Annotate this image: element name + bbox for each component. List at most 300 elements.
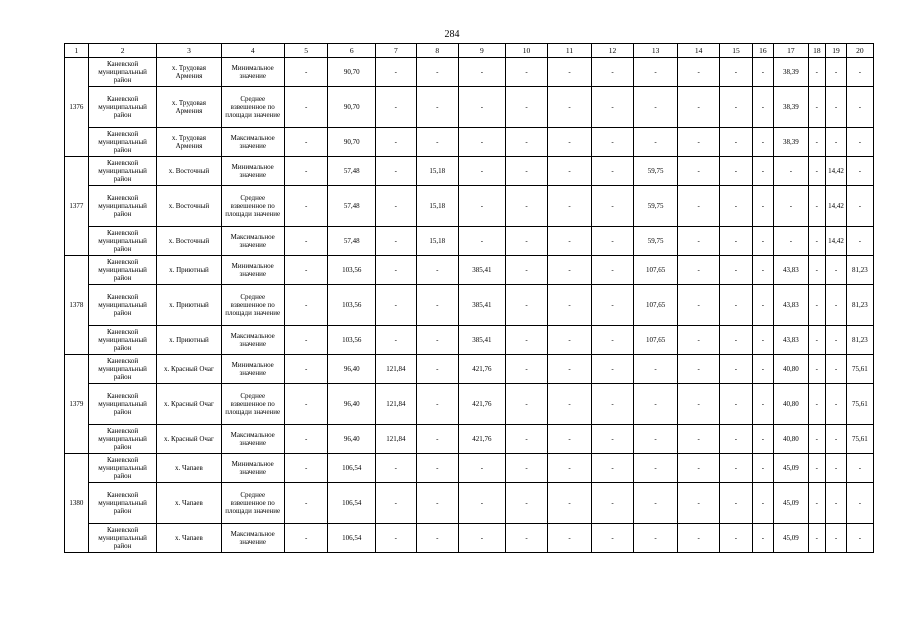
value-type-cell: Минимальное значение [221,355,284,384]
value-cell: - [720,256,752,285]
table-row [65,87,874,128]
value-type-cell: Минимальное значение [221,256,284,285]
value-cell: 107,65 [634,326,678,355]
value-cell: - [416,326,459,355]
district-cell: Каневской муниципальный район [88,384,156,425]
value-cell: - [677,256,720,285]
value-cell: 90,70 [328,58,376,87]
column-header: 2 [88,44,156,58]
column-header: 11 [548,44,592,58]
value-cell: - [720,454,752,483]
value-cell: 90,70 [328,87,376,128]
row-number-cell: 1376 [65,58,89,157]
column-header: 8 [416,44,459,58]
table-row [65,384,874,425]
value-cell: 103,56 [328,285,376,326]
value-cell: 59,75 [634,186,678,227]
column-header: 4 [221,44,284,58]
value-cell: - [459,483,506,524]
value-type-cell: Среднее взвешенное по площади значение [221,285,284,326]
value-cell: - [677,454,720,483]
value-cell: - [416,87,459,128]
value-cell: - [505,483,548,524]
value-cell: - [284,483,328,524]
value-cell: 59,75 [634,227,678,256]
value-cell: - [634,483,678,524]
value-type-cell: Максимальное значение [221,227,284,256]
value-cell: - [677,384,720,425]
value-cell: - [677,326,720,355]
value-cell: 96,40 [328,384,376,425]
value-cell: - [720,87,752,128]
value-cell: - [752,256,774,285]
value-cell: - [591,285,634,326]
value-cell: - [677,128,720,157]
value-cell: - [505,186,548,227]
value-cell: - [826,483,847,524]
page-number: 284 [444,29,460,40]
value-cell: - [284,326,328,355]
value-cell: - [808,128,826,157]
value-cell: 43,83 [774,326,808,355]
value-cell: 14,42 [826,157,847,186]
value-cell: - [634,355,678,384]
value-cell: - [752,227,774,256]
value-cell: 14,42 [826,186,847,227]
value-cell: 15,18 [416,157,459,186]
value-cell: - [752,483,774,524]
value-cell: - [376,454,416,483]
settlement-cell: х. Трудовая Армения [157,128,221,157]
value-cell: 81,23 [846,256,873,285]
value-cell: 59,75 [634,157,678,186]
table-row [65,355,874,384]
column-header: 1 [65,44,89,58]
value-cell: - [376,256,416,285]
value-cell: 57,48 [328,186,376,227]
column-header: 14 [677,44,720,58]
value-cell: - [826,425,847,454]
value-cell: 385,41 [459,256,506,285]
settlement-cell: х. Чапаев [157,524,221,553]
value-cell: - [416,454,459,483]
value-cell: - [846,87,873,128]
value-cell: - [826,384,847,425]
value-cell: - [808,227,826,256]
value-cell: 57,48 [328,227,376,256]
value-cell: - [752,454,774,483]
value-cell: - [720,186,752,227]
value-cell: - [591,58,634,87]
value-cell: - [677,524,720,553]
value-cell: - [677,285,720,326]
settlement-cell: х. Красный Очаг [157,384,221,425]
settlement-cell: х. Красный Очаг [157,425,221,454]
value-cell: - [720,483,752,524]
value-cell: 38,39 [774,128,808,157]
district-cell: Каневской муниципальный район [88,157,156,186]
value-cell: 96,40 [328,355,376,384]
value-cell: - [808,157,826,186]
value-cell: 43,83 [774,256,808,285]
district-cell: Каневской муниципальный район [88,186,156,227]
value-cell: - [505,87,548,128]
value-cell: - [284,454,328,483]
value-cell: - [720,227,752,256]
value-cell: - [459,128,506,157]
value-cell: - [752,384,774,425]
district-cell: Каневской муниципальный район [88,454,156,483]
value-cell: - [720,425,752,454]
value-cell: 45,09 [774,524,808,553]
value-cell: - [548,186,592,227]
value-cell: - [634,58,678,87]
value-cell: - [416,483,459,524]
value-cell: - [752,128,774,157]
table-body [65,58,874,553]
value-cell: 15,18 [416,186,459,227]
value-cell: - [505,256,548,285]
table-row [65,128,874,157]
value-cell: - [416,256,459,285]
value-cell: - [634,87,678,128]
value-cell: - [416,285,459,326]
value-cell: - [752,157,774,186]
value-cell: - [284,355,328,384]
row-number-cell: 1379 [65,355,89,454]
value-cell: - [376,524,416,553]
value-cell: 121,84 [376,355,416,384]
district-cell: Каневской муниципальный район [88,355,156,384]
value-cell: - [808,384,826,425]
value-cell: - [505,524,548,553]
value-cell: 14,42 [826,227,847,256]
value-cell: - [826,87,847,128]
value-cell: - [677,186,720,227]
value-type-cell: Минимальное значение [221,58,284,87]
value-cell: 38,39 [774,87,808,128]
column-header: 12 [591,44,634,58]
table-row [65,285,874,326]
value-cell: - [846,483,873,524]
value-cell: - [284,227,328,256]
value-cell: - [505,157,548,186]
value-cell: 385,41 [459,285,506,326]
value-cell: - [677,58,720,87]
value-cell: - [591,524,634,553]
value-cell: 106,54 [328,454,376,483]
value-cell: - [752,524,774,553]
value-cell: 106,54 [328,524,376,553]
value-cell: - [459,186,506,227]
value-cell: - [591,384,634,425]
value-cell: - [752,186,774,227]
value-cell: - [808,87,826,128]
value-cell: 421,76 [459,425,506,454]
value-type-cell: Среднее взвешенное по площади значение [221,87,284,128]
value-type-cell: Минимальное значение [221,157,284,186]
value-cell: 75,61 [846,384,873,425]
value-cell: - [376,58,416,87]
value-cell: - [548,425,592,454]
value-cell: - [846,128,873,157]
settlement-cell: х. Трудовая Армения [157,58,221,87]
value-cell: - [774,227,808,256]
value-cell: - [720,157,752,186]
value-cell: - [284,384,328,425]
value-cell: 45,09 [774,483,808,524]
district-cell: Каневской муниципальный район [88,425,156,454]
header-row [65,44,874,58]
value-cell: - [720,524,752,553]
column-header: 15 [720,44,752,58]
value-cell: - [505,58,548,87]
value-cell: 90,70 [328,128,376,157]
value-cell: 40,80 [774,425,808,454]
value-cell: 15,18 [416,227,459,256]
value-cell: - [548,87,592,128]
value-cell: - [416,58,459,87]
value-cell: - [548,128,592,157]
value-cell: - [416,524,459,553]
value-cell: - [826,454,847,483]
value-cell: - [677,425,720,454]
value-cell: - [548,227,592,256]
value-cell: - [416,425,459,454]
value-cell: 75,61 [846,355,873,384]
column-header: 16 [752,44,774,58]
value-cell: - [720,355,752,384]
value-cell: - [505,454,548,483]
value-cell: 103,56 [328,256,376,285]
value-cell: - [752,326,774,355]
value-cell: - [846,157,873,186]
value-cell: - [459,227,506,256]
value-type-cell: Максимальное значение [221,326,284,355]
settlement-cell: х. Восточный [157,186,221,227]
value-cell: 106,54 [328,483,376,524]
column-header: 9 [459,44,506,58]
value-cell: - [505,384,548,425]
value-cell: - [459,524,506,553]
value-cell: - [634,384,678,425]
value-cell: - [808,58,826,87]
value-cell: - [459,157,506,186]
value-cell: 75,61 [846,425,873,454]
value-type-cell: Минимальное значение [221,454,284,483]
value-cell: - [774,186,808,227]
value-cell: - [284,524,328,553]
value-cell: - [548,58,592,87]
value-cell: - [416,355,459,384]
value-type-cell: Максимальное значение [221,425,284,454]
value-cell: - [284,87,328,128]
value-cell: - [826,58,847,87]
value-cell: - [376,157,416,186]
column-header: 20 [846,44,873,58]
value-cell: - [634,128,678,157]
value-cell: 385,41 [459,326,506,355]
value-cell: 421,76 [459,384,506,425]
value-cell: - [591,355,634,384]
value-cell: 421,76 [459,355,506,384]
value-cell: - [284,425,328,454]
settlement-cell: х. Приютный [157,256,221,285]
value-cell: - [826,524,847,553]
value-cell: - [548,256,592,285]
value-cell: - [591,157,634,186]
settlement-cell: х. Приютный [157,285,221,326]
row-number-cell: 1378 [65,256,89,355]
column-header: 19 [826,44,847,58]
value-cell: 81,23 [846,326,873,355]
value-cell: - [548,157,592,186]
column-header: 13 [634,44,678,58]
value-cell: - [774,157,808,186]
value-cell: - [459,87,506,128]
value-cell: - [591,326,634,355]
district-cell: Каневской муниципальный район [88,128,156,157]
value-cell: - [752,58,774,87]
column-header: 10 [505,44,548,58]
value-cell: 43,83 [774,285,808,326]
district-cell: Каневской муниципальный район [88,227,156,256]
value-cell: 103,56 [328,326,376,355]
district-cell: Каневской муниципальный район [88,256,156,285]
value-cell: - [376,326,416,355]
value-cell: - [548,326,592,355]
table-row [65,227,874,256]
table-row [65,326,874,355]
value-type-cell: Максимальное значение [221,128,284,157]
value-cell: 40,80 [774,384,808,425]
table-row [65,186,874,227]
value-cell: - [548,355,592,384]
value-cell: - [505,425,548,454]
value-cell: - [846,227,873,256]
value-type-cell: Среднее взвешенное по площади значение [221,384,284,425]
district-cell: Каневской муниципальный район [88,524,156,553]
value-cell: - [459,58,506,87]
column-header: 18 [808,44,826,58]
settlement-cell: х. Восточный [157,227,221,256]
value-cell: - [808,524,826,553]
value-cell: - [591,454,634,483]
settlement-cell: х. Приютный [157,326,221,355]
column-header: 6 [328,44,376,58]
value-cell: - [826,128,847,157]
value-cell: 40,80 [774,355,808,384]
value-type-cell: Среднее взвешенное по площади значение [221,186,284,227]
value-cell: - [808,454,826,483]
value-cell: - [284,157,328,186]
table-row [65,524,874,553]
value-cell: - [284,256,328,285]
value-cell: 96,40 [328,425,376,454]
settlement-cell: х. Трудовая Армения [157,87,221,128]
value-cell: - [505,326,548,355]
value-cell: - [548,454,592,483]
table-header [65,44,874,58]
district-cell: Каневской муниципальный район [88,483,156,524]
table-row [65,157,874,186]
value-cell: - [376,483,416,524]
value-cell: - [677,87,720,128]
table-row [65,454,874,483]
value-cell: - [677,157,720,186]
column-header: 7 [376,44,416,58]
district-cell: Каневской муниципальный район [88,326,156,355]
table-row [65,483,874,524]
value-cell: 107,65 [634,256,678,285]
value-cell: - [591,186,634,227]
value-cell: - [591,256,634,285]
value-cell: - [720,285,752,326]
value-cell: - [505,227,548,256]
value-cell: - [720,58,752,87]
value-cell: - [591,128,634,157]
value-cell: - [677,227,720,256]
row-number-cell: 1380 [65,454,89,553]
value-cell: - [284,285,328,326]
value-cell: 121,84 [376,425,416,454]
value-cell: - [548,483,592,524]
value-cell: - [720,128,752,157]
value-cell: - [720,326,752,355]
value-cell: - [376,128,416,157]
value-cell: - [548,384,592,425]
value-cell: - [459,454,506,483]
value-cell: - [505,355,548,384]
value-cell: - [808,355,826,384]
value-cell: - [284,128,328,157]
value-cell: - [591,425,634,454]
settlement-cell: х. Восточный [157,157,221,186]
settlement-cell: х. Чапаев [157,483,221,524]
district-cell: Каневской муниципальный район [88,87,156,128]
value-cell: - [376,186,416,227]
value-cell: - [634,524,678,553]
value-cell: - [416,128,459,157]
row-number-cell: 1377 [65,157,89,256]
value-cell: - [591,87,634,128]
table-row [65,58,874,87]
column-header: 3 [157,44,221,58]
value-cell: - [284,186,328,227]
value-cell: - [808,186,826,227]
value-cell: 107,65 [634,285,678,326]
table-row [65,425,874,454]
data-table [64,43,874,553]
value-type-cell: Среднее взвешенное по площади значение [221,483,284,524]
value-cell: - [846,186,873,227]
value-cell: - [808,326,826,355]
value-cell: - [826,326,847,355]
value-cell: - [846,58,873,87]
value-cell: - [808,483,826,524]
value-cell: - [752,285,774,326]
value-cell: - [846,454,873,483]
value-cell: 81,23 [846,285,873,326]
value-cell: 121,84 [376,384,416,425]
value-cell: 38,39 [774,58,808,87]
value-cell: - [677,483,720,524]
value-cell: - [416,384,459,425]
value-cell: - [591,483,634,524]
value-cell: - [376,285,416,326]
value-type-cell: Максимальное значение [221,524,284,553]
value-cell: - [826,256,847,285]
